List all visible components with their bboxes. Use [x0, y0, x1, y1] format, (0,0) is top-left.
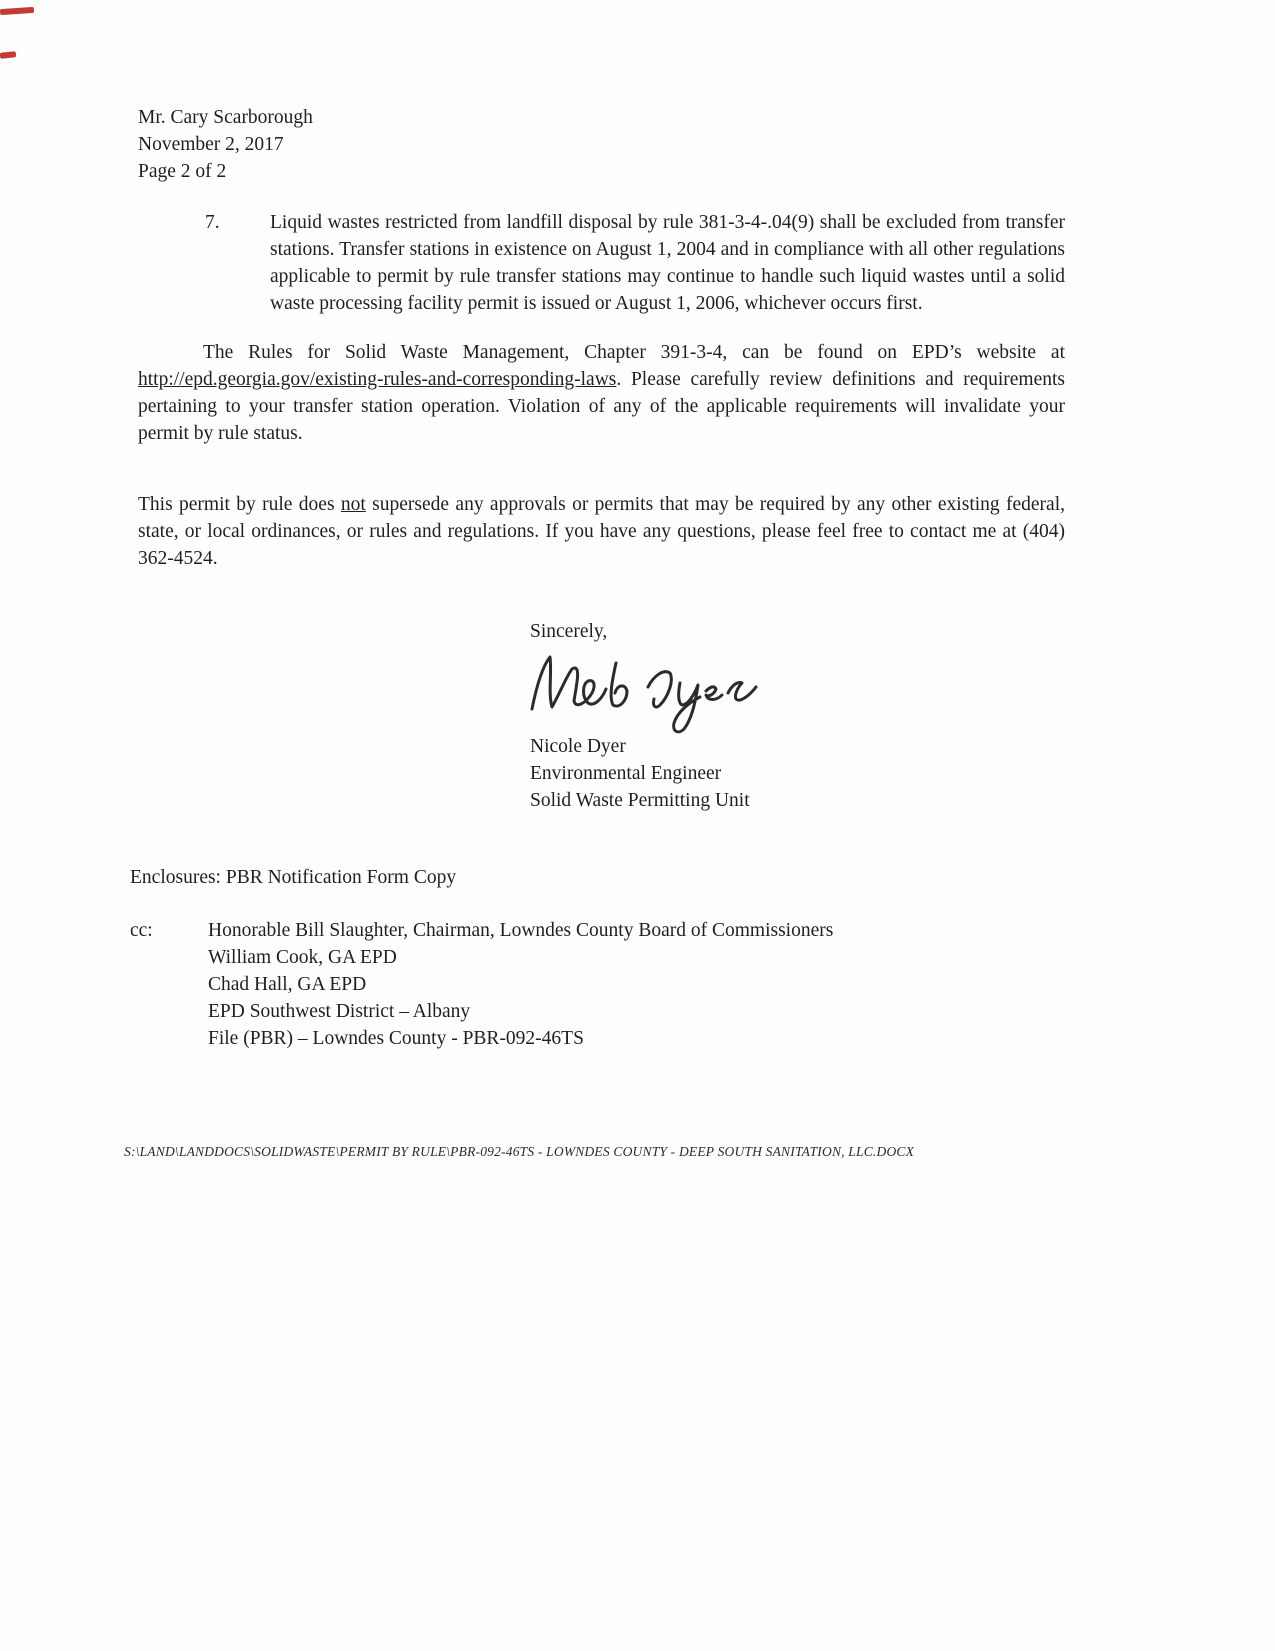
salutation: Sincerely, [530, 621, 608, 642]
permit-text-after-not: supersede any approvals or permits that may be required by any other existing federal, state, or local ordinances, or rules and regulations. If you have any questions, please feel free to contact me at (404) 362-4524. [138, 494, 1065, 569]
cc-item: File (PBR) – Lowndes County - PBR-092-46TS [208, 1028, 584, 1049]
cc-list [208, 917, 833, 1052]
enclosures-line: Enclosures: PBR Notification Form Copy [130, 867, 457, 888]
cc-item: Honorable Bill Slaughter, Chairman, Lowndes County Board of Commissioners [208, 920, 834, 941]
rules-paragraph [138, 339, 1065, 447]
signer-unit: Solid Waste Permitting Unit [530, 790, 750, 811]
closing-block [530, 618, 1065, 814]
letter-header [138, 104, 1065, 185]
recipient-name: Mr. Cary Scarborough [138, 107, 313, 128]
cc-item: EPD Southwest District – Albany [208, 1001, 471, 1022]
document-file-path: S:\LAND\LANDDOCS\SOLIDWASTE\PERMIT BY RULE\PBR-092-46TS - LOWNDES COUNTY - DEEP SOUTH SANITATION, LLC.DOCX [124, 1144, 915, 1159]
letter-date: November 2, 2017 [138, 134, 284, 155]
rules-text-before-link: The Rules for Solid Waste Management, Chapter 391-3-4, can be found on EPD’s website at [203, 342, 1065, 363]
epd-website-link: http://epd.georgia.gov/existing-rules-and-corresponding-laws [138, 369, 617, 390]
scan-artifact-mark [0, 7, 34, 15]
handwritten-signature [530, 651, 1065, 737]
numbered-item-7 [138, 209, 1065, 317]
cc-block [130, 917, 1065, 1052]
item-number: 7. [205, 212, 220, 233]
signature-ink [524, 645, 774, 745]
cc-item: William Cook, GA EPD [208, 947, 397, 968]
page-number: Page 2 of 2 [138, 161, 227, 182]
item-text: Liquid wastes restricted from landfill disposal by rule 381-3-4-.04(9) shall be excluded from transfer stations. Transfer stations in existence on August 1, 2004 and in compliance with all other regulations applicable to permit by rule transfer stations may continue to handle such liquid wastes until a solid waste processing facility permit is issued or August 1, 2006, whichever occurs first. [270, 212, 1065, 314]
letter-content [124, 104, 1065, 1165]
cc-item: Chad Hall, GA EPD [208, 974, 367, 995]
signer-title: Environmental Engineer [530, 763, 722, 784]
scan-artifact-mark [0, 51, 16, 59]
underlined-not: not [340, 494, 366, 515]
cc-label: cc: [130, 920, 153, 941]
permit-paragraph [138, 491, 1065, 572]
rules-text-after-link: . Please carefully review definitions and requirements pertaining to your transfer station operation. Violation of any of the applicable requirements will invalidate your permit by rule status. [138, 369, 1065, 444]
permit-text-before-not: This permit by rule does [138, 494, 341, 515]
signer-name: Nicole Dyer [530, 736, 626, 757]
